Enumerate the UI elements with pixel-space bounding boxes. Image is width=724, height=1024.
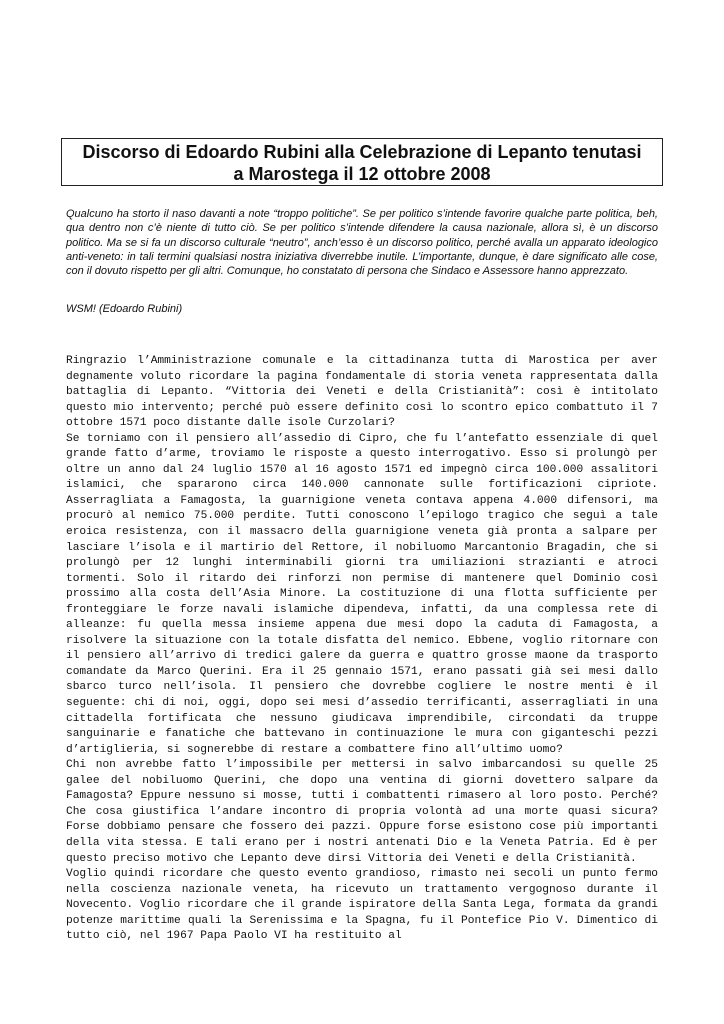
paragraph-4: Voglio quindi ricordare che questo evento grandioso, rimasto nei secoli un punto fermo nella coscienza nazionale veneta, ha ricevuto un trattamento vergognoso durante il Novecento. Voglio ricordare che il grande ispiratore della Santa Lega, formata da grandi potenze marittime quali la Serenissima e la Spagna, fu il Pontefice Pio V. Dimentico di tutto ciò, nel 1967 Papa Paolo VI ha restituito al xyxy=(66,868,658,943)
paragraph-3: Chi non avrebbe fatto l’impossibile per mettersi in salvo imbarcandosi su quelle 25 galee del nobiluomo Querini, che dopo una ventina di giorni dovettero salpare da Famagosta? Eppure nessuno si mosse, tutti i combattenti rimasero al loro posto. Perché? Che cosa giustifica l’andare incontro di propria volontà ad una morte quasi sicura? Forse dobbiamo pensare che fossero dei pazzi. Oppure forse esistono cose più importanti della vita stessa. E tali erano per i nostri antenati Dio e la Veneta Patria. Ed è per questo preciso motivo che Lepanto deve dirsi Vittoria dei Veneti e della Cristianità. xyxy=(66,759,658,865)
paragraph-2: Se torniamo con il pensiero all’assedio di Cipro, che fu l’antefatto essenziale di quel grande fatto d’arme, troviamo le risposte a questo interrogativo. Esso si prolungò per oltre un anno dal 24 luglio 1570 al 16 agosto 1571 ed impegnò circa 100.000 assalitori islamici, che spararono circa 140.000 cannonate sulle fortificazioni cipriote. Asserragliata a Famagosta, la guarnigione veneta contava appena 4.000 difensori, ma procurò al nemico 75.000 perdite. Tutti conoscono l’epilogo tragico che seguì a tale eroica resistenza, con il massacro della guarnigione veneta già pronta a salpare per lasciare l’isola e il martirio del Rettore, il nobiluomo Marcantonio Bragadin, che si prolungò per 12 lunghi interminabili giorni tra umiliazioni strazianti e atroci tormenti. Solo il ritardo dei rinforzi non permise di mantenere quel Dominio così prossimo alla costa dell’Asia Minore. La costituzione di una flotta sufficiente per fronteggiare le forze navali islamiche dipendeva, infatti, da una complessa rete di alleanze: fu quella messa insieme appena due mesi dopo la caduta di Famagosta, a risolvere la situazione con la totale disfatta del nemico. Ebbene, voglio ritornare con il pensiero all’arrivo di tredici galere da guerra e quattro grosse maone da trasporto comandate da Marco Querini. Era il 25 gennaio 1571, erano passati già sei mesi dallo sbarco turco nell’isola. Il pensiero che dovrebbe cogliere le nostre menti è il seguente: chi di noi, oggi, dopo sei mesi d’assedio terrificanti, asserragliati in una cittadella fortificata che nessuno giudicava imprendibile, circondati da truppe sanguinarie e fanatiche che battevano in continuazione le mura con giganteschi pezzi d’artiglieria, si sognerebbe di restare a combattere fino all’ultimo uomo? xyxy=(66,432,658,756)
title-line-1: Discorso di Edoardo Rubini alla Celebrazione di Lepanto tenutasi xyxy=(82,142,642,162)
intro-note: Qualcuno ha storto il naso davanti a note “troppo politiche”. Se per politico s’intende favorire qualche parte politica, beh, qua dentro non c’è niente di tutto ciò. Se per politico s’intende difendere la causa nazionale, allora sì, è un discorso politico. Ma se si fa un discorso culturale “neutro”, anch’esso è un discorso politico, perché avalla un apparato ideologico anti-veneto: in tali termini qualsiasi nostra iniziativa diverrebbe inutile. L’importante, dunque, è dare significato alle cose, con il dovuto rispetto per gli altri. Comunque, ho constatato di persona che Sindaco e Assessore hanno apprezzato. xyxy=(66,208,658,278)
document-title xyxy=(61,138,663,186)
signature: WSM! (Edoardo Rubini) xyxy=(66,303,183,315)
speech-body xyxy=(66,354,658,945)
paragraph-1: Ringrazio l’Amministrazione comunale e la cittadinanza tutta di Marostica per aver degnamente voluto ricordare la pagina fondamentale di storia veneta rappresentata dalla battaglia di Lepanto. “Vittoria dei Veneti e della Cristianità”: così è intitolato questo mio intervento; perché può essere definito così lo scontro epico combattuto il 7 ottobre 1571 poco distante dalle isole Curzolari? xyxy=(66,355,658,430)
title-line-2: a Marostega il 12 ottobre 2008 xyxy=(233,164,491,184)
